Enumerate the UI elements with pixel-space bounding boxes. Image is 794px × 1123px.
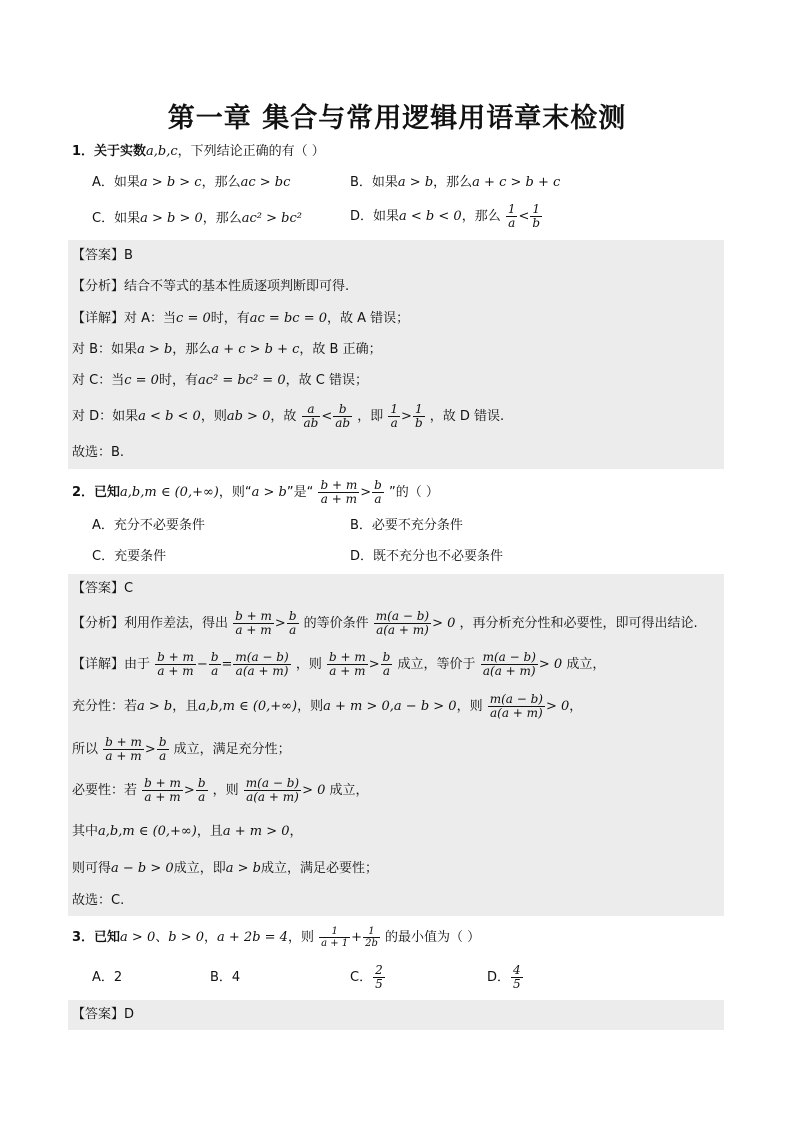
text-fragment: 时，有	[158, 373, 198, 388]
math-expression: a > b	[137, 342, 173, 357]
text-fragment: m(a − b)	[489, 692, 543, 706]
text-fragment: 【分析】利用作差法，得出	[72, 616, 229, 631]
text-fragment: b + m	[320, 478, 358, 492]
text-fragment: m(a − b)	[235, 650, 289, 664]
q2-so-sufficient	[72, 735, 291, 765]
q2-then	[72, 859, 378, 879]
text-fragment: C．	[350, 970, 373, 985]
math-expression: ac > bc	[240, 175, 291, 190]
text-fragment: 3．已知	[72, 930, 121, 945]
math-expression: > 0	[545, 699, 570, 714]
text-fragment: ，则“	[218, 485, 252, 500]
text-fragment: ，	[289, 824, 303, 839]
math-expression: >	[183, 783, 195, 798]
q3-option-d	[487, 963, 524, 993]
math-expression: a,b,c	[146, 144, 178, 159]
math-expression: a,b,m ∈ (0,+∞)	[98, 824, 197, 839]
math-expression: a + 2b = 4	[217, 930, 288, 945]
fraction	[530, 203, 542, 230]
text-fragment: 1．关于实数	[72, 144, 147, 159]
math-expression: <	[321, 409, 333, 424]
text-fragment: b + m	[235, 609, 272, 623]
page-title: 第一章 集合与常用逻辑用语章末检测	[167, 103, 627, 134]
math-expression: a − b > 0	[111, 861, 174, 876]
text-fragment: a(a + m)	[376, 623, 429, 637]
text-fragment: ，且	[172, 699, 199, 714]
text-fragment: 的等价条件	[303, 616, 369, 631]
text-fragment: ，	[569, 699, 583, 714]
text-fragment: 成立，等价于	[397, 657, 476, 672]
text-fragment: ，则	[287, 930, 314, 945]
fraction	[488, 693, 545, 720]
text-fragment: a	[159, 749, 167, 763]
text-fragment: a	[382, 664, 391, 678]
text-fragment: a(a + m)	[235, 664, 289, 678]
fraction	[506, 203, 518, 230]
q3-answer: 【答案】D	[72, 1007, 135, 1022]
text-fragment: 2b	[365, 938, 378, 949]
math-expression: a < b < 0	[138, 409, 201, 424]
text-fragment: ，则	[456, 699, 483, 714]
text-fragment: 5	[375, 977, 383, 991]
q2-option-a: A．充分不必要条件	[92, 518, 205, 533]
math-expression: a > 0	[120, 930, 156, 945]
q2-option-b: B．必要不充分条件	[350, 518, 463, 533]
math-expression: <	[518, 209, 530, 224]
fraction	[333, 403, 352, 430]
fraction	[233, 651, 290, 678]
text-fragment: 1	[507, 202, 516, 216]
text-fragment: A．如果	[92, 175, 140, 190]
text-fragment: 对 B：如果	[72, 342, 138, 357]
text-fragment: a	[302, 403, 321, 417]
text-fragment: ，且	[196, 824, 223, 839]
text-fragment: 其中	[72, 824, 99, 839]
fraction	[318, 479, 359, 506]
fraction	[196, 777, 208, 804]
text-fragment: ，那么	[433, 175, 473, 190]
text-fragment: a(a + m)	[482, 664, 536, 678]
text-fragment: a	[289, 623, 297, 637]
text-fragment: B．如果	[350, 175, 398, 190]
math-expression: >	[360, 485, 372, 500]
math-expression: a > b	[251, 485, 287, 500]
q3-option-a: A．2	[92, 970, 123, 985]
text-fragment: 4	[513, 963, 521, 977]
math-expression: b > 0	[168, 930, 204, 945]
text-fragment: 1	[390, 402, 399, 416]
math-expression: >	[401, 409, 412, 424]
math-expression: c = 0	[124, 373, 159, 388]
text-fragment: a	[198, 790, 206, 804]
text-fragment: ”的（ ）	[388, 485, 439, 500]
math-expression: ac² = bc² = 0	[197, 373, 286, 388]
q1-option-d	[350, 203, 543, 230]
text-fragment: b + m	[157, 650, 194, 664]
text-fragment: ，故 C 错误；	[285, 373, 368, 388]
text-fragment: a(a + m)	[246, 790, 299, 804]
text-fragment: a + 1	[321, 938, 349, 949]
text-fragment: 5	[513, 977, 521, 991]
fraction	[157, 736, 169, 763]
q3-option-c	[350, 963, 386, 993]
q2-sufficiency	[72, 692, 582, 722]
math-expression: > 0	[538, 657, 563, 672]
text-fragment: ，那么	[201, 175, 241, 190]
math-expression: −	[196, 657, 208, 672]
text-fragment: b	[210, 650, 219, 664]
text-fragment: b	[532, 216, 541, 230]
text-fragment: D．	[487, 970, 511, 985]
text-fragment: a	[211, 664, 219, 678]
text-fragment: 的最小值为（ ）	[384, 930, 481, 945]
q1-choice: 故选：B.	[72, 445, 125, 460]
text-fragment: 成立，满足必要性；	[260, 861, 378, 876]
q2-choice: 故选：C.	[72, 893, 125, 908]
text-fragment: a + m	[329, 664, 366, 678]
text-fragment: a + m	[320, 492, 357, 506]
text-fragment: a(a + m)	[489, 706, 543, 720]
text-fragment: 成立，即	[173, 861, 226, 876]
text-fragment: a + m	[157, 664, 194, 678]
q2-detail-a	[72, 650, 605, 680]
text-fragment: ，	[204, 930, 218, 945]
text-fragment: b	[414, 416, 423, 430]
q2-where	[72, 822, 303, 842]
text-fragment: b	[158, 735, 167, 749]
q1-detail-a	[72, 309, 409, 329]
text-fragment: ，故 A 错误；	[327, 311, 410, 326]
math-expression: a + m > 0,a − b > 0	[323, 699, 457, 714]
text-fragment: a	[508, 216, 516, 230]
math-expression: c = 0	[176, 311, 211, 326]
text-fragment: ，那么	[461, 209, 501, 224]
math-expression: ac = bc = 0	[249, 311, 327, 326]
math-expression: a > b	[397, 175, 434, 190]
text-fragment: 1	[413, 403, 425, 417]
math-expression: a + c > b + c	[472, 175, 561, 190]
fraction	[302, 403, 321, 430]
text-fragment: 1	[319, 926, 350, 938]
text-fragment: ，故 B 正确；	[299, 342, 382, 357]
q1-answer: 【答案】B	[72, 248, 133, 263]
text-fragment: 成立，	[566, 657, 606, 672]
q1-detail-c	[72, 371, 368, 391]
q1-detail-d	[72, 402, 504, 432]
fraction	[481, 651, 538, 678]
fraction	[319, 926, 350, 949]
math-expression: >	[274, 616, 286, 631]
text-fragment: 则可得	[72, 861, 112, 876]
q2-analysis	[72, 609, 698, 639]
math-expression: a > b	[137, 699, 173, 714]
text-fragment: 【详解】对 A：当	[72, 311, 177, 326]
math-expression: a,b,m ∈ (0,+∞)	[120, 485, 219, 500]
fraction	[373, 964, 385, 991]
text-fragment: 必要性：若	[72, 783, 138, 798]
q1-analysis: 【分析】结合不等式的基本性质逐项判断即可得.	[72, 279, 350, 294]
text-fragment: b + m	[144, 776, 181, 790]
math-expression: ac² > bc²	[241, 211, 302, 226]
fraction	[142, 777, 183, 804]
text-fragment: ab	[335, 416, 351, 430]
math-expression: +	[351, 930, 363, 945]
fraction	[103, 736, 144, 763]
text-fragment: 、	[155, 930, 169, 945]
text-fragment: b	[197, 776, 206, 790]
q1-detail-b	[72, 340, 382, 360]
text-fragment: 【详解】由于	[72, 657, 151, 672]
math-expression: > 0	[432, 616, 456, 631]
text-fragment: ”是“	[286, 485, 314, 500]
text-fragment: 成立，	[329, 783, 369, 798]
text-fragment: m(a − b)	[245, 776, 300, 790]
text-fragment: ，故 D 错误.	[429, 409, 505, 424]
text-fragment: ，则	[212, 783, 239, 798]
text-fragment: b	[374, 478, 382, 492]
math-expression: a > b	[225, 861, 261, 876]
q2-stem	[72, 478, 439, 508]
fraction	[155, 651, 196, 678]
text-fragment: ，下列结论正确的有（ ）	[177, 144, 325, 159]
text-fragment: 时，有	[210, 311, 250, 326]
text-fragment: 1	[363, 926, 380, 938]
text-fragment: 成立，满足充分性；	[173, 742, 291, 757]
text-fragment: 2．已知	[72, 485, 121, 500]
text-fragment: ，那么	[172, 342, 212, 357]
fraction	[388, 403, 400, 430]
fraction	[372, 479, 384, 506]
text-fragment: 所以	[72, 742, 99, 757]
math-expression: a,b,m ∈ (0,+∞)	[198, 699, 298, 714]
text-fragment: C．如果	[92, 211, 141, 226]
text-fragment: m(a − b)	[375, 609, 430, 623]
fraction	[233, 610, 274, 637]
fraction	[413, 403, 425, 430]
text-fragment: ，那么	[202, 211, 242, 226]
text-fragment: 对 D：如果	[72, 409, 139, 424]
text-fragment: 2	[375, 963, 383, 977]
text-fragment: ，则	[297, 699, 324, 714]
math-expression: a + c > b + c	[211, 342, 300, 357]
q2-option-d: D．既不充分也不必要条件	[350, 549, 504, 564]
text-fragment: a + m	[144, 790, 181, 804]
text-fragment: ，故	[270, 409, 297, 424]
text-fragment: 对 C：当	[72, 373, 125, 388]
text-fragment: b + m	[328, 650, 366, 664]
q1-option-c	[92, 209, 302, 229]
q1-stem	[72, 142, 325, 162]
text-fragment: a + m	[105, 749, 142, 763]
text-fragment: b + m	[105, 735, 142, 749]
q2-answer: 【答案】C	[72, 581, 134, 596]
fraction	[374, 610, 431, 637]
fraction	[327, 651, 368, 678]
text-fragment: 充分性：若	[72, 699, 138, 714]
q1-option-b	[350, 173, 560, 193]
fraction	[244, 777, 301, 804]
fraction	[287, 610, 299, 637]
q3-stem	[72, 923, 480, 953]
math-expression: >	[368, 657, 380, 672]
q3-option-b: B．4	[210, 970, 241, 985]
text-fragment: ，则	[295, 657, 322, 672]
q1-option-a	[92, 173, 290, 193]
math-expression: > 0	[302, 783, 326, 798]
fraction	[511, 964, 523, 991]
text-fragment: b	[333, 403, 352, 417]
text-fragment: ，再分析充分性和必要性，即可得出结论.	[459, 616, 698, 631]
text-fragment: a + m	[235, 623, 272, 637]
fraction	[209, 651, 221, 678]
q2-necessity	[72, 776, 369, 806]
text-fragment: a	[374, 492, 382, 506]
fraction	[381, 651, 393, 678]
math-expression: a + m > 0	[222, 824, 290, 839]
text-fragment: D．如果	[350, 209, 400, 224]
math-expression: a < b < 0	[399, 209, 462, 224]
text-fragment: ，则	[200, 409, 227, 424]
math-expression: ab > 0	[226, 409, 271, 424]
text-fragment: m(a − b)	[482, 650, 536, 664]
math-expression: a > b > c	[139, 175, 202, 190]
math-expression: =	[221, 657, 233, 672]
math-expression: a > b > 0	[140, 211, 203, 226]
text-fragment: ，即	[357, 409, 384, 424]
text-fragment: b	[382, 650, 391, 664]
text-fragment: a	[390, 416, 398, 430]
q2-option-c: C．充要条件	[92, 549, 167, 564]
q3-solution-box	[68, 1000, 724, 1030]
text-fragment: b	[288, 609, 297, 623]
text-fragment: 1	[530, 203, 542, 217]
text-fragment: ab	[303, 416, 319, 430]
fraction	[363, 926, 380, 949]
math-expression: >	[144, 742, 156, 757]
